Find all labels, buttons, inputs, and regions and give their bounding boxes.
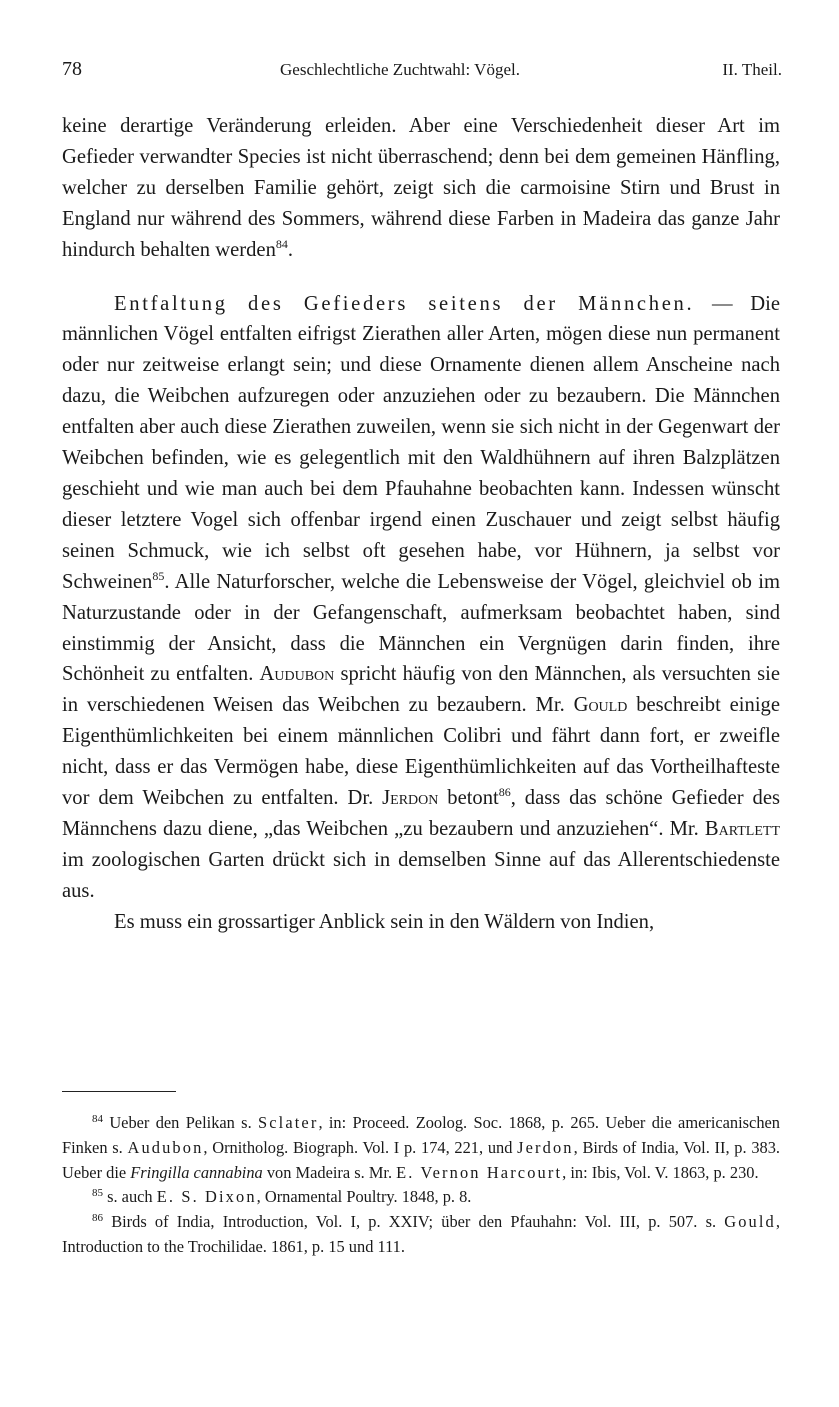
paragraph-1-end: . [287, 238, 294, 261]
main-text [62, 111, 780, 938]
footnote-86-text-a: Birds of India, Introduction, Vol. I, p. XXIV; über den Pfauhahn: Vol. III, p. 507. s. [103, 1212, 725, 1232]
footnote-mark-86: 86 [92, 1212, 103, 1225]
page-number: 78 [62, 58, 82, 80]
footnote-ref-86: 86 [498, 785, 511, 800]
footnote-85-text-b: , Ornamental Poultry. 1848, p. 8. [256, 1187, 472, 1207]
paragraph-2-text-e: betont [438, 787, 499, 810]
paragraph-2-text-d: beschreibt einige Eigenthümlichkeiten bei einem männlichen Colibri und fährt dann fort, er zweifle nicht, dass er das Vermögen habe, diese Eigenthümlichkeiten auf das Vortheilhafteste vor dem Weibchen zu entfalten. Dr. [62, 694, 780, 810]
paragraph-2-text-a: — Die männlichen Vögel entfalten eifrigst Zierathen aller Arten, mögen diese nun permanent oder nur zeitweise erlangt sein; und diese Ornamente dienen allem Anscheine nach dazu, die Weibchen aufzuregen oder anzuziehen oder zu bezaubern. Die Männchen entfalten aber auch diese Zierathen zuweilen, wenn sie sich nicht in der Gegenwart der Weibchen befinden, wie es gelegentlich mit den Waldhühnern auf ihren Balzplätzen geschieht und wie man auch bei dem Pfauhahne beobachten kann. Indessen wünscht dieser letztere Vogel sich offenbar irgend einen Zuschauer und zeigt selbst häufig seinen Schmuck, wie ich selbst oft gesehen habe, vor Hühnern, ja selbst vor Schweinen [62, 292, 780, 593]
footnote-84-audubon: Audubon [127, 1137, 204, 1157]
footnote-86-gould: Gould [724, 1212, 776, 1232]
footnote-84-species: Fringilla cannabina [130, 1162, 263, 1182]
footnote-84-sclater: Sclater [258, 1113, 319, 1132]
footnote-84-text-c: , Ornitholog. Biograph. Vol. I p. 174, 221, und [203, 1137, 518, 1157]
paragraph-gap [62, 266, 780, 289]
footnote-84 [62, 1111, 780, 1185]
paragraph-2-text-c: spricht häufig von den Männchen, als versuchten sie in verschiedenen Weisen das Weibchen zu bezaubern. Mr. [62, 663, 780, 717]
footnote-84-text-a: Ueber den Pelikan s. [103, 1113, 258, 1132]
footnote-85 [62, 1185, 780, 1210]
section-heading: Entfaltung des Gefieders seitens der Männchen. [114, 292, 695, 315]
paragraph-2-text-f: , dass das schöne Gefieder des Männchens dazu diene, „das Weibchen „zu bezaubern und anzuziehen“. Mr. [62, 787, 780, 840]
footnote-86-text-b: , Introduction to the Trochilidae. 1861, p. 15 und 111. [62, 1212, 780, 1256]
author-bartlett: Bartlett [704, 817, 780, 840]
page-header [62, 58, 782, 88]
footnote-85-text-a: s. auch [103, 1187, 157, 1207]
footnote-mark-85: 85 [92, 1187, 103, 1200]
footnote-ref-85: 85 [152, 568, 165, 583]
paragraph-3: Es muss ein grossartiger Anblick sein in den Wäldern von Indien, [114, 910, 655, 933]
footnote-85-dixon: E. S. Dixon [156, 1187, 257, 1207]
author-gould: Gould [573, 694, 628, 717]
paragraph-2-text-g: im zoologischen Garten drückt sich in demselben Sinne auf das Allerentschiedenste aus. [62, 848, 780, 902]
footnote-mark-84: 84 [92, 1113, 103, 1125]
footnote-84-text-e: von Madeira s. Mr. [262, 1162, 397, 1182]
running-title: Geschlechtliche Zuchtwahl: Vögel. [280, 60, 520, 79]
footnote-ref-84: 84 [275, 236, 288, 251]
paragraph-2 [62, 289, 780, 907]
footnote-divider [62, 1091, 176, 1092]
author-jerdon: Jerdon [382, 787, 439, 810]
footnote-84-jerdon: Jerdon [517, 1137, 574, 1157]
paragraph-1 [62, 111, 780, 266]
footnotes [62, 1111, 780, 1260]
author-audubon: Audubon [259, 663, 335, 686]
paragraph-2-text-b: . Alle Naturforscher, welche die Lebensweise der Vögel, gleichviel ob im Naturzustande oder in der Gefangenschaft, aufmerksam beobachtet haben, sind einstimmig der Ansicht, dass die Männchen ein Vergnügen darin finden, ihre Schönheit zu entfalten. [62, 570, 780, 686]
footnote-84-text-b: , in: Proceed. Zoolog. Soc. 1868, p. 265. Ueber die americanischen Finken s. [62, 1113, 780, 1157]
part-label: II. Theil. [722, 60, 782, 79]
footnote-84-text-f: , in: Ibis, Vol. V. 1863, p. 230. [562, 1162, 759, 1182]
footnote-84-harcourt: E. Vernon Harcourt [396, 1162, 563, 1182]
footnote-86 [62, 1210, 780, 1260]
paragraph-1-text: keine derartige Veränderung erleiden. Aber eine Verschiedenheit dieser Art im Gefieder verwandter Species ist nicht überraschend; denn bei dem gemeinen Hänfling, welcher zu derselben Familie gehört, zeigt sich die carmoisine Stirn und Brust in England nur während des Sommers, während diese Farben in Madeira das ganze Jahr hindurch behalten werden [62, 115, 780, 261]
footnote-84-text-d: , Birds of India, Vol. II, p. 383. Ueber die [62, 1137, 780, 1182]
